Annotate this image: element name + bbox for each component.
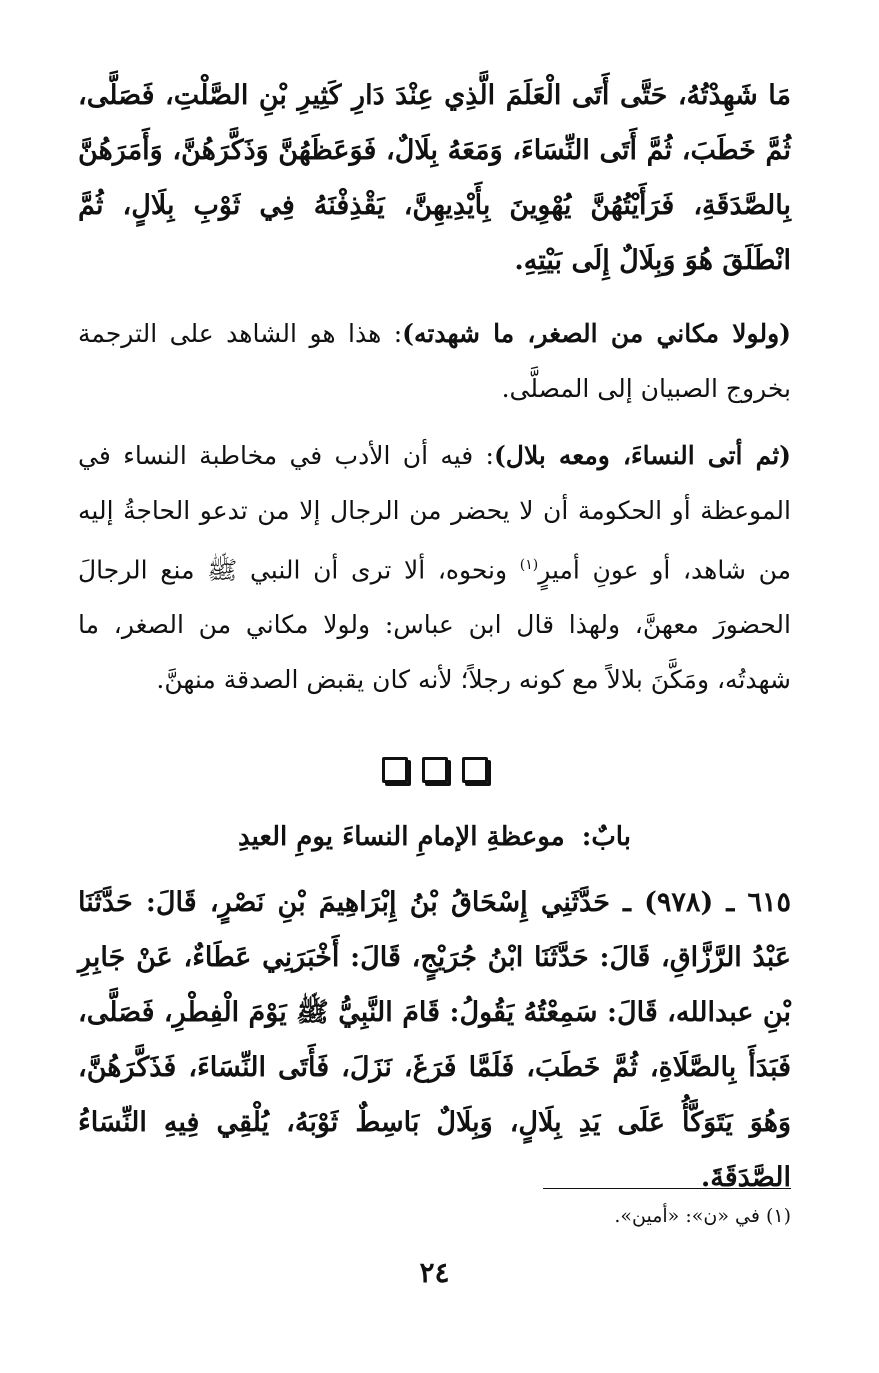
separator-box-icon (382, 757, 408, 783)
book-page (78, 60, 791, 1373)
commentary-text-2: : فيه أن الأدب في مخاطبة النساء في الموعظة أو الحكومة أن لا يحضر من الرجال إلا من تدعو الحاجةُ إليه من شاهد، أو عونِ أميرٍ (78, 441, 791, 585)
separator-box-icon (422, 757, 448, 783)
commentary-lead-2: (ثم أتى النساءَ، ومعه بلال) (493, 441, 791, 470)
commentary-paragraph-1 (78, 306, 791, 416)
hadith-continuation: مَا شَهِدْتُهُ، حَتَّى أَتَى الْعَلَمَ الَّذِي عِنْدَ دَارِ كَثِيرِ بْنِ الصَّلْتِ، فَصَلَّى، ثُمَّ خَطَبَ، ثُمَّ أَتَى النِّسَاءَ، وَمَعَهُ بِلَالٌ، فَوَعَظَهُنَّ وَذَكَّرَهُنَّ، وَأَمَرَهُنَّ بِالصَّدَقَةِ، فَرَأَيْتُهُنَّ يُهْوِينَ بِأَيْدِيهِنَّ، يَقْذِفْنَهُ فِي ثَوْبِ بِلَالٍ، ثُمَّ انْطَلَقَ هُوَ وَبِلَالٌ إِلَى بَيْتِهِ. (78, 80, 791, 276)
chapter-heading (78, 817, 791, 857)
hadith-615: ٦١٥ ـ (٩٧٨) ـ حَدَّثَنِي إِسْحَاقُ بْنُ إِبْرَاهِيمَ بْنِ نَصْرٍ، قَالَ: حَدَّثَنَا عَبْدُ الرَّزَّاقِ، قَالَ: حَدَّثَنَا ابْنُ جُرَيْجٍ، قَالَ: أَخْبَرَنِي عَطَاءٌ، عَنْ جَابِرِ بْنِ عبدالله، قَالَ: سَمِعْتُهُ يَقُولُ: قَامَ النَّبِيُّ ﷺ يَوْمَ الْفِطْرِ، فَصَلَّى، فَبَدَأَ بِالصَّلَاةِ، ثُمَّ خَطَبَ، فَلَمَّا فَرَغَ، نَزَلَ، فَأَتَى النِّسَاءَ، فَذَكَّرَهُنَّ، وَهُوَ يَتَوَكَّأُ عَلَى يَدِ بِلَالٍ، وَبِلَالٌ بَاسِطٌ ثَوْبَهُ، يُلْقِي فِيهِ النِّسَاءُ الصَّدَقَةَ. (78, 887, 791, 1194)
chapter-label: بابٌ: (581, 822, 631, 853)
chapter-title: موعظةِ الإمامِ النساءَ يومِ العيدِ (238, 822, 565, 853)
commentary-text-2-continued: ونحوه، ألا ترى أن النبي ﷺ منع الرجالَ الحضورَ معهنَّ، ولهذا قال ابن عباس: ولولا مكاني من الصغر، ما شهدتُه، ومَكَّنَ بلالاً مع كونه رجلاً؛ لأنه كان يقبض الصدقة منهنَّ. (78, 555, 791, 695)
footnote: (١) في «ن»: «أمين». (614, 1205, 791, 1227)
footnote-divider (543, 1188, 791, 1189)
section-separator (78, 757, 791, 783)
commentary-paragraph-2 (78, 428, 791, 707)
page-number: ٢٤ (419, 1256, 450, 1289)
commentary-text-1: : هذا هو الشاهد على الترجمة بخروج الصبيان إلى المصلَّى. (78, 319, 791, 403)
footnote-reference: (١) (519, 557, 539, 573)
commentary-lead-1: (ولولا مكاني من الصغر، ما شهدته) (402, 319, 791, 348)
separator-box-icon (462, 757, 488, 783)
